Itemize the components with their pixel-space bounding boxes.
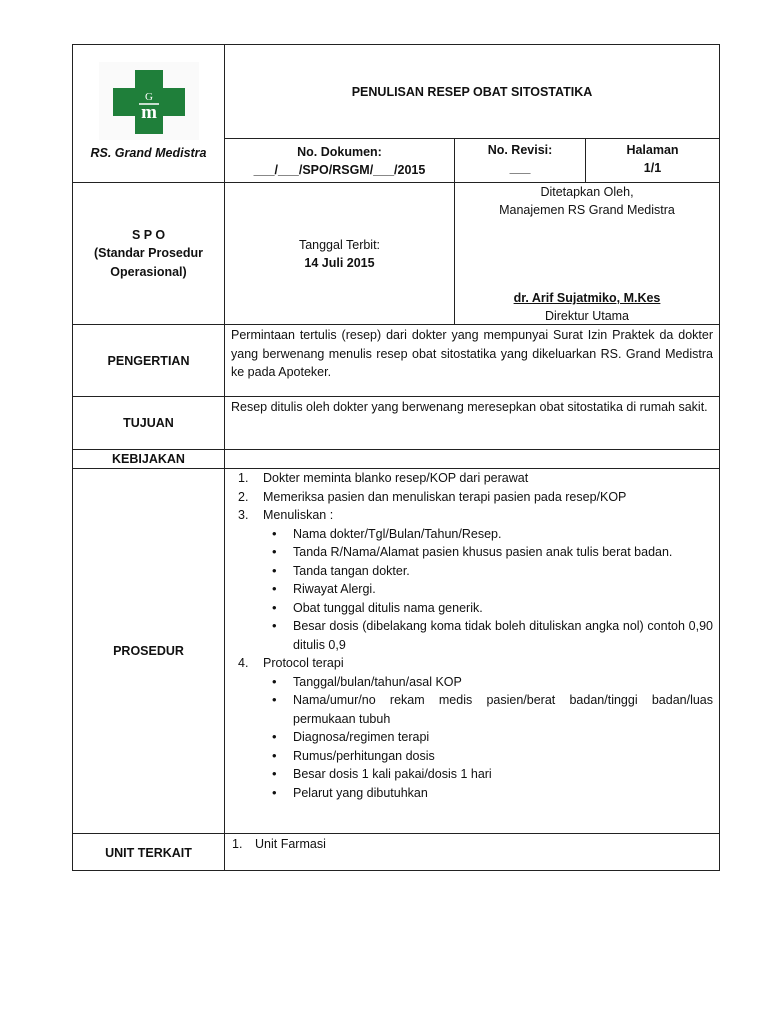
bullet-item: • Nama/umur/no rekam medis pasien/berat badan/tinggi badan/luas permukaan tubuh: [272, 692, 713, 726]
unit-label-text: UNIT TERKAIT: [105, 845, 192, 860]
bullet-item: • Besar dosis (dibelakang koma tidak boleh dituliskan angka nol) contoh 0,90 ditulis 0,9: [272, 618, 713, 652]
doc-number-cell: [225, 139, 454, 182]
tujuan-text: Resep ditulis oleh dokter yang berwenang meresepkan obat sitostatika di rumah sakit.: [231, 400, 708, 414]
revision-value: ___: [509, 161, 531, 175]
bullet-item: • Nama dokter/Tgl/Bulan/Tahun/Resep.: [272, 525, 502, 541]
title-text: PENULISAN RESEP OBAT SITOSTATIKA: [351, 84, 593, 99]
spo-title: S P O: [131, 227, 166, 242]
procedure-step: 4. Protocol terapi: [238, 656, 344, 670]
revision-cell: [455, 139, 585, 182]
procedure-step: 2. Memeriksa pasien dan menuliskan terapi pasien pada resep/KOP: [238, 489, 627, 504]
prosedur-label-text: PROSEDUR: [113, 644, 184, 658]
page-label: Halaman: [626, 143, 679, 157]
svg-text:G: G: [145, 91, 153, 103]
hospital-name: RS. Grand Medistra: [90, 146, 207, 160]
spo-subtitle-2: Operasional): [110, 264, 187, 279]
prosedur-label: [73, 469, 224, 833]
bullet-item: • Tanda tangan dokter.: [272, 562, 410, 578]
unit-label: [73, 834, 224, 871]
spo-subtitle-1: (Standar Prosedur: [93, 246, 204, 261]
tujuan-label: [73, 397, 224, 449]
doc-number-value: ___/___/SPO/RSGM/___/2015: [253, 162, 426, 177]
kebijakan-label: [73, 450, 224, 468]
bullet-item: • Rumus/perhitungan dosis: [272, 747, 435, 763]
tujuan-label-text: TUJUAN: [123, 416, 174, 430]
revision-label: No. Revisi:: [487, 143, 553, 157]
issue-date-value: 14 Juli 2015: [304, 255, 375, 270]
bullet-item: • Besar dosis 1 kali pakai/dosis 1 hari: [272, 766, 492, 781]
page-cell: [586, 139, 719, 182]
kebijakan-label-text: KEBIJAKAN: [112, 452, 185, 466]
procedure-step: 1. Dokter meminta blanko resep/KOP dari perawat: [238, 471, 529, 485]
bullet-item: • Riwayat Alergi.: [272, 581, 376, 596]
prosedur-steps: [228, 469, 713, 802]
unit-item: 1. Unit Farmasi: [232, 837, 326, 851]
procedure-list: [228, 654, 713, 673]
svg-text:m: m: [141, 102, 157, 123]
step4-items: [228, 673, 713, 803]
page-value: 1/1: [643, 161, 662, 175]
bullet-item: • Pelarut yang dibutuhkan: [272, 784, 428, 800]
unit-list: [228, 835, 713, 854]
unit-items: [228, 835, 713, 854]
pengertian-label-text: PENGERTIAN: [107, 353, 190, 368]
bullet-item: • Diagnosa/regimen terapi: [272, 729, 430, 744]
spo-label-cell: [73, 183, 224, 324]
bullet-item: • Tanda R/Nama/Alamat pasien khusus pasien anak tulis berat badan.: [272, 544, 673, 559]
issue-date-cell: [225, 183, 454, 324]
procedure-step: 3. Menuliskan :: [238, 508, 334, 522]
procedure-list: [228, 469, 713, 525]
doc-number-label: No. Dokumen:: [297, 144, 382, 159]
step3-items: [228, 525, 713, 655]
hospital-logo: [99, 62, 199, 140]
signer-name: dr. Arif Sujatmiko, M.Kes: [513, 291, 661, 305]
bullet-item: • Tanggal/bulan/tahun/asal KOP: [272, 673, 462, 689]
approved-by-org: Manajemen RS Grand Medistra: [499, 203, 675, 217]
issue-date-label: Tanggal Terbit:: [298, 237, 381, 252]
bullet-item: • Obat tunggal ditulis nama generik.: [272, 599, 483, 615]
pengertian-label: [73, 325, 224, 396]
approval-cell: [455, 183, 719, 324]
signer-title: Direktur Utama: [544, 309, 630, 323]
pengertian-text: Permintaan tertulis (resep) dari dokter yang mempunyai Surat Izin Praktek da dokter yang berwenang menulis resep obat sitostatika yang dikeluarkan RS. Grand Medistra ke pada Apoteker.: [231, 328, 713, 379]
spo-table: [72, 44, 720, 871]
approved-by-label: Ditetapkan Oleh,: [540, 185, 634, 199]
document-title: [225, 45, 719, 138]
